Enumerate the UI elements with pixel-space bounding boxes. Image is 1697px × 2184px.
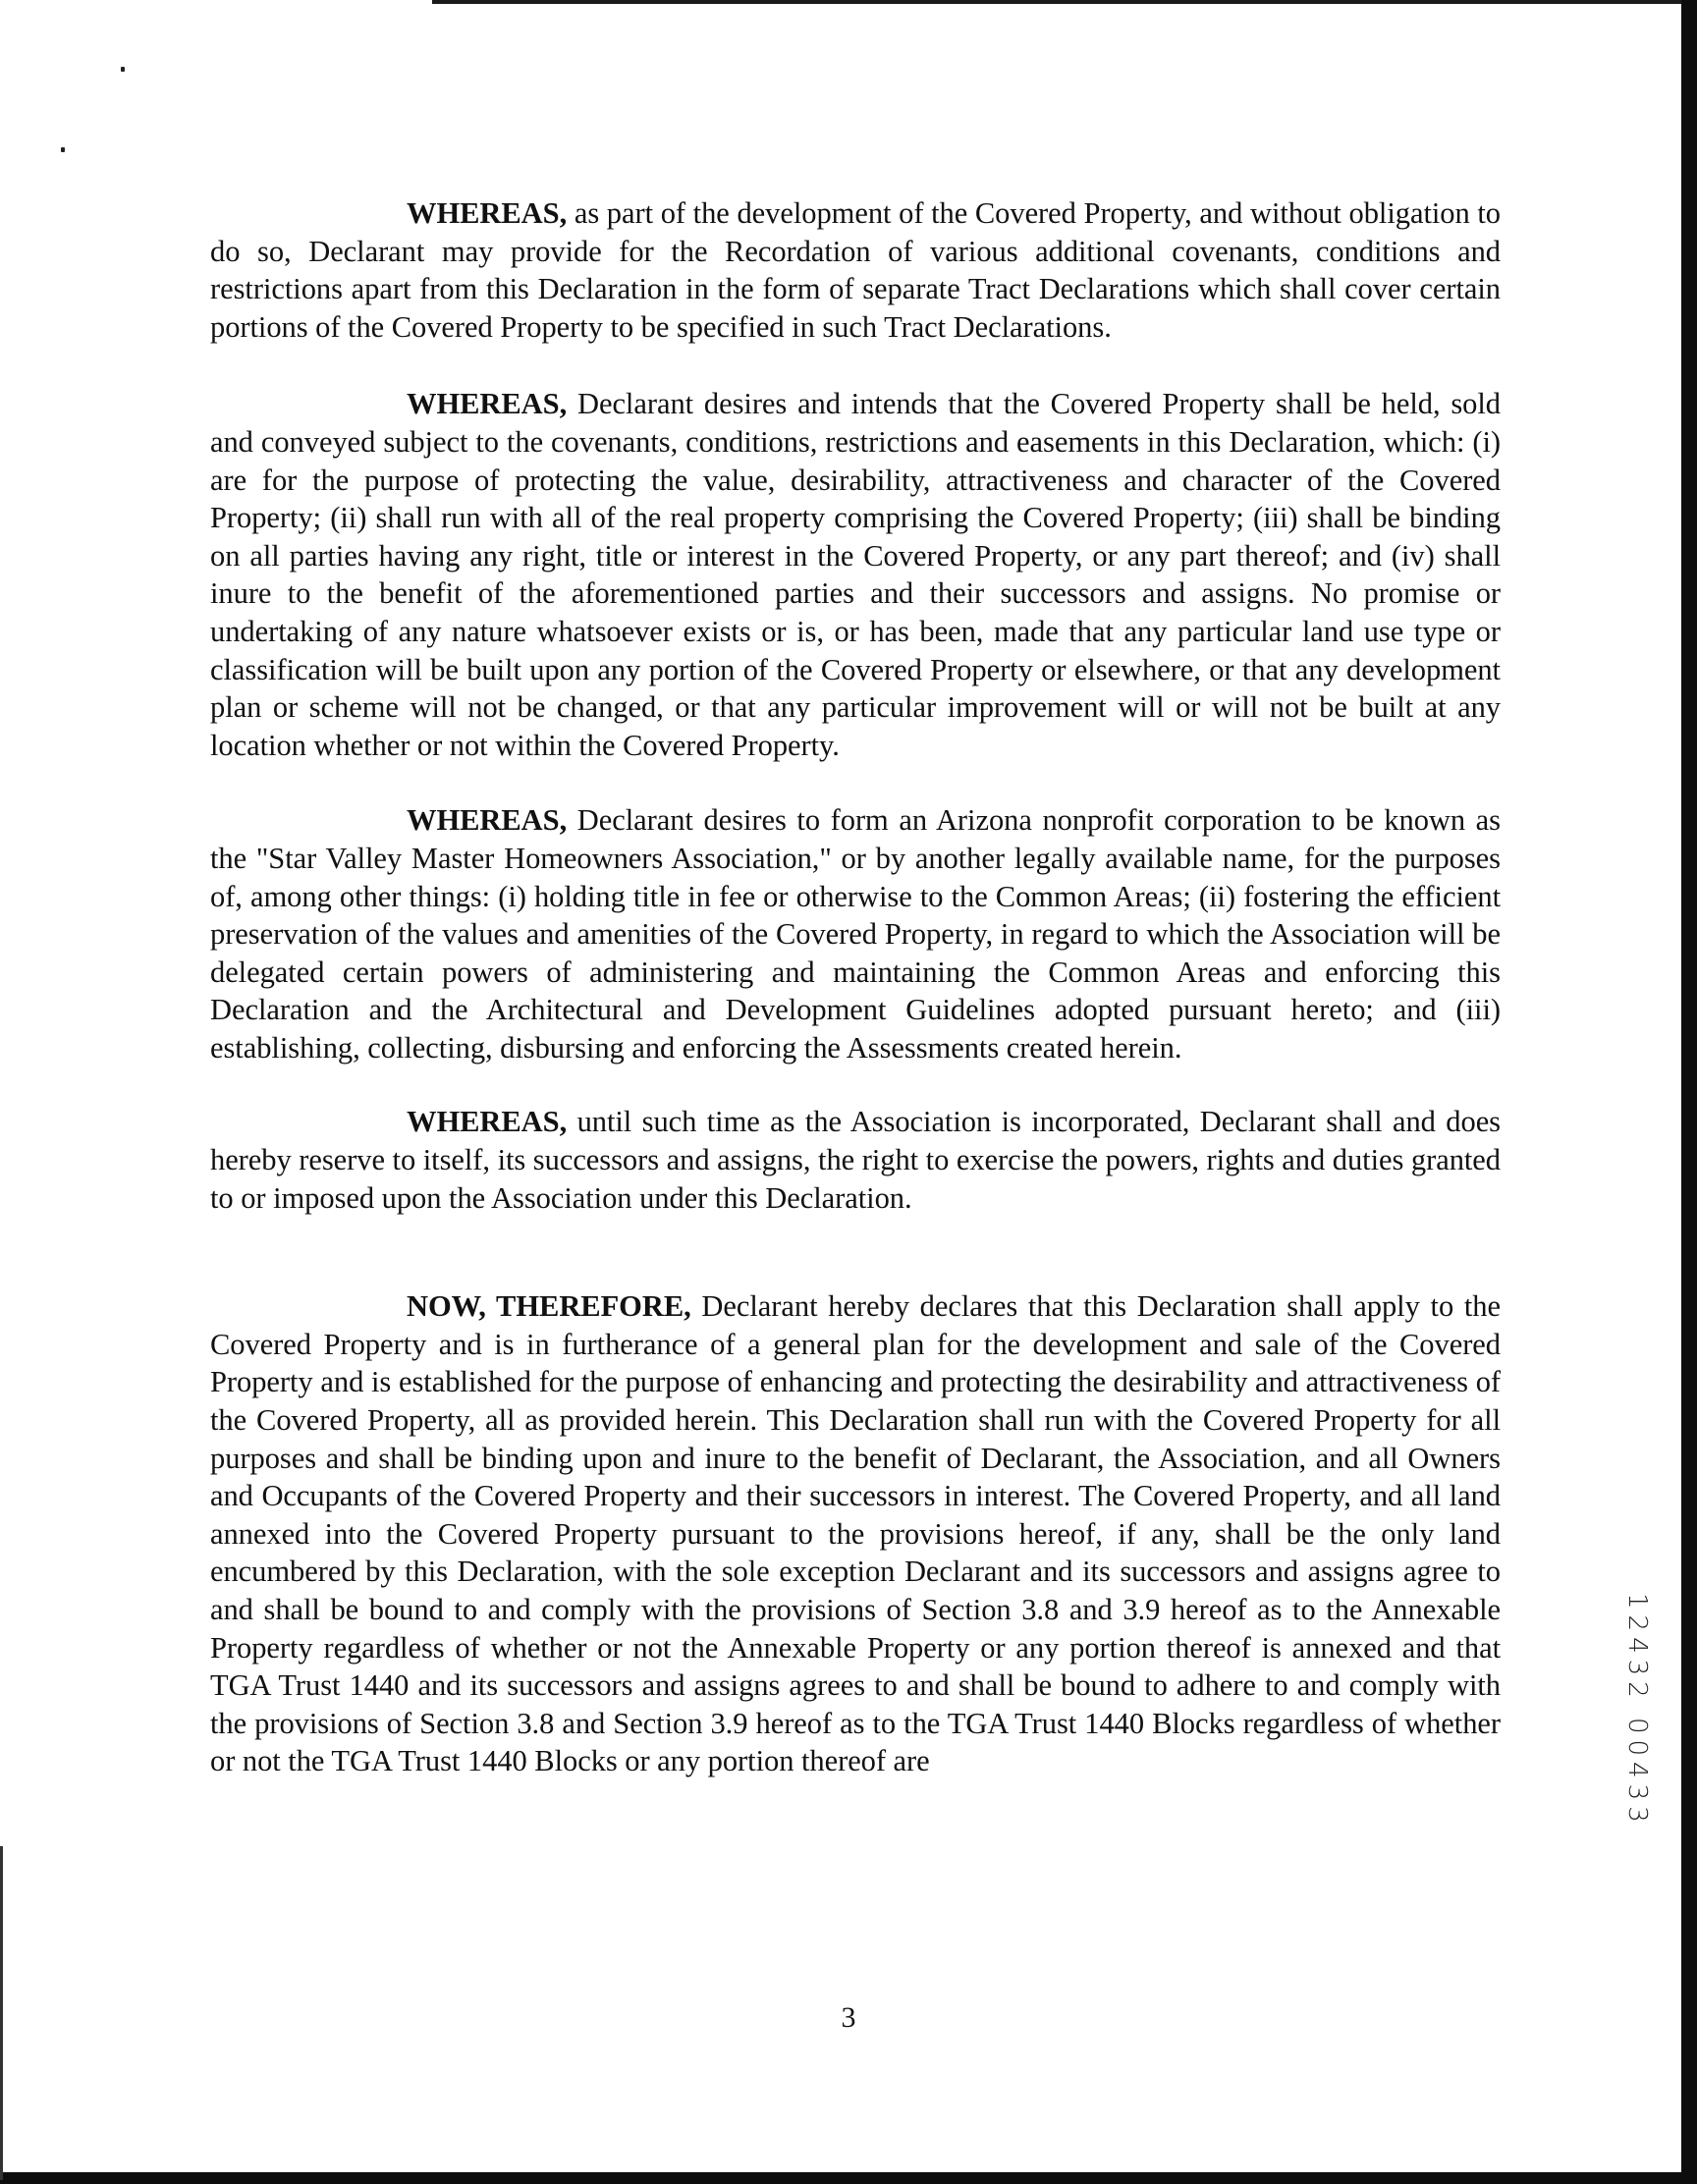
paragraph-lead: WHEREAS, — [407, 803, 568, 838]
paragraph-whereas-association — [210, 801, 1501, 1066]
scan-speck — [61, 147, 65, 152]
paragraph-text: Declarant desires to form an Arizona nonprofit corporation to be known as the "Star Valley Master Homeowners Association," or by another legally available name, for the purposes of, among other things: (i) holding title in fee or otherwise to the Common Areas; (ii) fostering the efficient preservation of the values and amenities of the Covered Property, in regard to which the Association will be delegated certain powers of administering and maintaining the Common Areas and enforcing this Declaration and the Architectural and Development Guidelines adopted pursuant hereto; and (iii) establishing, collecting, disbursing and enforcing the Assessments created herein. — [210, 803, 1501, 1065]
paragraph-lead: WHEREAS, — [407, 196, 568, 230]
paragraph-text: Declarant hereby declares that this Declaration shall apply to the Covered Property and is in furtherance of a general plan for the development and sale of the Covered Property and is established for the purpose of enhancing and protecting the desirability and attractiveness of the Covered Property, all as provided herein. This Declaration shall run with the Covered Property for all purposes and shall be binding upon and inure to the benefit of Declarant, the Association, and all Owners and Occupants of the Covered Property and their successors in interest. The Covered Property, and all land annexed into the Covered Property pursuant to the provisions hereof, if any, shall be the only land encumbered by this Declaration, with the sole exception Declarant and its successors and assigns agree to and shall be bound to and comply with the provisions of Section 3.8 and 3.9 hereof as to the Annexable Property regardless of whether or not the Annexable Property or any portion thereof is annexed and that TGA Trust 1440 and its successors and assigns agrees to and shall be bound to adhere to and comply with the provisions of Section 3.8 and Section 3.9 hereof as to the TGA Trust 1440 Blocks regardless of whether or not the TGA Trust 1440 Blocks or any portion thereof are — [210, 1289, 1501, 1778]
document-body — [210, 194, 1501, 1817]
paragraph-whereas-covenants — [210, 385, 1501, 764]
paragraph-whereas-reserve-powers — [210, 1103, 1501, 1217]
paragraph-now-therefore — [210, 1287, 1501, 1780]
scan-edge-right — [1681, 0, 1697, 2184]
recording-stamp: 12432 00433 — [1622, 1593, 1652, 1829]
scan-speck — [121, 67, 125, 72]
paragraph-whereas-tract-declarations — [210, 194, 1501, 346]
paragraph-lead: WHEREAS, — [407, 387, 568, 421]
scan-edge-top — [432, 0, 1681, 4]
paragraph-text: as part of the development of the Covered Property, and without obligation to do so, Declarant may provide for the Recordation of various additional covenants, conditions and restrictions apart from this Declaration in the form of separate Tract Declarations which shall cover certain portions of the Covered Property to be specified in such Tract Declarations. — [210, 196, 1501, 344]
scan-edge-bottom — [0, 2172, 1697, 2184]
paragraph-text: until such time as the Association is incorporated, Declarant shall and does hereby reserve to itself, its successors and assigns, the right to exercise the powers, rights and duties granted to or imposed upon the Association under this Declaration. — [210, 1105, 1501, 1215]
paragraph-lead: NOW, THEREFORE, — [407, 1289, 691, 1324]
paragraph-lead: WHEREAS, — [407, 1105, 568, 1139]
page-number: 3 — [841, 2001, 856, 2034]
paragraph-text: Declarant desires and intends that the Covered Property shall be held, sold and conveyed subject to the covenants, conditions, restrictions and easements in this Declaration, which: (i) are for the purpose of protecting the value, desirability, attractiveness and character of the Covered Property; (ii) shall run with all of the real property comprising the Covered Property; (iii) shall be binding on all parties having any right, title or interest in the Covered Property, or any part thereof; and (iv) shall inure to the benefit of the aforementioned parties and their successors and assigns. No promise or undertaking of any nature whatsoever exists or is, or has been, made that any particular land use type or classification will be built upon any portion of the Covered Property or elsewhere, or that any development plan or scheme will not be changed, or that any particular improvement will or will not be built at any location whether or not within the Covered Property. — [210, 387, 1501, 762]
